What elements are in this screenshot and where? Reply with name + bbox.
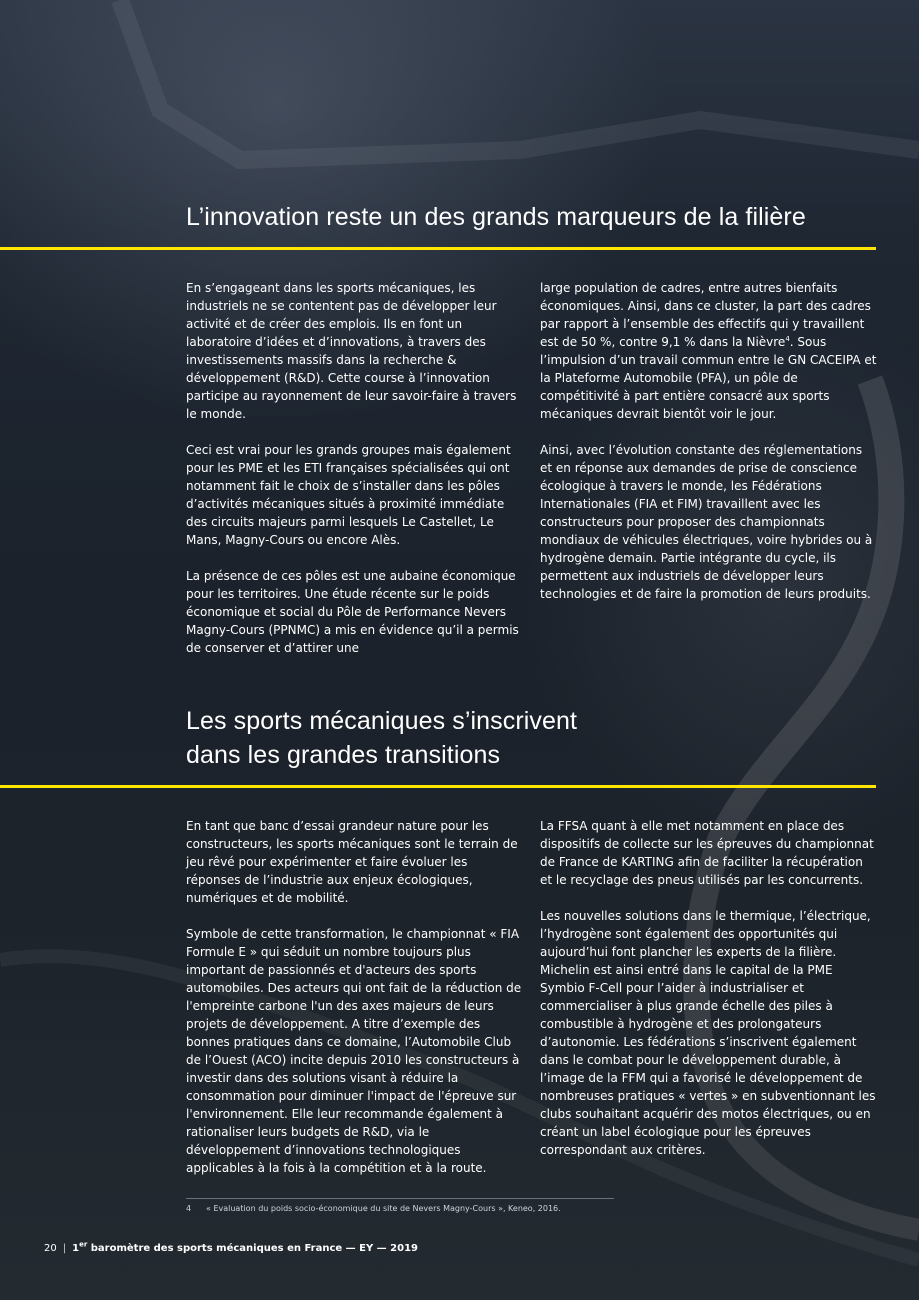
- paragraph: Symbole de cette transformation, le championnat « FIA Formule E » qui séduit un nombre toujours plus important de passionnés et d'acteurs des sports automobiles. Des acteurs qui ont fait de la réduction de l'empreinte carbone l'un des axes majeurs de leurs projets de développement. A titre d’exemple des bonnes pratiques dans ce domaine, l’Automobile Club de l’Ouest (ACO) incite depuis 2010 les constructeurs à investir dans des solutions visant à réduire la consommation pour diminuer l'impact de l'épreuve sur l'environnement. Elle leur recommande également à rationaliser leurs budgets de R&D, via le développement d’innovations technologiques applicables à la fois à la compétition et à la route.: [186, 927, 522, 1175]
- footnote-divider: [186, 1198, 614, 1199]
- paragraph: En tant que banc d’essai grandeur nature pour les constructeurs, les sports mécaniques sont le terrain de jeu rêvé pour expérimenter et faire évoluer les réponses de l’industrie aux enjeux écologiques, numériques et de mobilité.: [186, 819, 518, 905]
- section-divider: [0, 785, 876, 788]
- page-footer: [44, 1240, 418, 1254]
- paragraph: En s’engageant dans les sports mécaniques, les industriels ne se contentent pas de développer leur activité et de créer des emplois. Ils en font un laboratoire d’idées et d’innovations, à travers des investissements massifs dans la recherche & développement (R&D). Cette course à l’innovation participe au rayonnement de leur savoir-faire à travers le monde.: [186, 281, 517, 421]
- section-heading-transitions: [186, 704, 577, 772]
- paragraph: [540, 279, 878, 423]
- page-number: 20: [44, 1243, 57, 1254]
- paragraph: Ainsi, avec l’évolution constante des réglementations et en réponse aux demandes de prise de conscience écologique à travers le monde, les Fédérations Internationales (FIA et FIM) travaillent avec les constructeurs pour proposer des championnats mondiaux de véhicules électriques, voire hybrides ou à hydrogène demain. Partie intégrante du cycle, ils permettent aux industriels de développer leurs technologies et de faire la promotion de leurs produits.: [540, 443, 873, 601]
- footer-title: [72, 1240, 418, 1254]
- text-column-right: [540, 817, 878, 1159]
- paragraph-text: large population de cadres, entre autres bienfaits économiques. Ainsi, dans ce cluster, la part des cadres par rapport à l’ensemble des effectifs qui y travaillent est de 50 %, contre 9,1 % dans la Nièvre: [540, 281, 871, 349]
- paragraph: La FFSA quant à elle met notamment en place des dispositifs de collecte sur les épreuves du championnat de France de KARTING afin de faciliter la récupération et le recyclage des pneus utilisés par les concurrents.: [540, 819, 874, 887]
- footer-title-sup: er: [79, 1240, 88, 1249]
- heading-line: Les sports mécaniques s’inscrivent: [186, 707, 578, 735]
- footnote: [186, 1204, 561, 1213]
- footer-separator: |: [62, 1243, 67, 1254]
- paragraph-text: . Sous l’impulsion d’un travail commun entre le GN CACEIPA et la Plateforme Automobile (PFA), un pôle de compétitivité à part entière consacré aux sports mécaniques devrait bientôt voir le jour.: [540, 335, 877, 421]
- paragraph: La présence de ces pôles est une aubaine économique pour les territoires. Une étude récente sur le poids économique et social du Pôle de Performance Nevers Magny-Cours (PPNMC) a mis en évidence qu’il a permis de conserver et d’attirer une: [186, 569, 519, 655]
- section-divider: [0, 247, 876, 250]
- text-column-right: [540, 279, 878, 603]
- footnote-ref: 4: [785, 335, 790, 343]
- footer-title-rest: baromètre des sports mécaniques en France — EY — 2019: [87, 1243, 418, 1254]
- footnote-number: 4: [186, 1204, 192, 1213]
- text-column-left: [186, 817, 524, 1177]
- paragraph: Les nouvelles solutions dans le thermique, l’électrique, l’hydrogène sont également des opportunités qui aujourd’hui font plancher les experts de la filière. Michelin est ainsi entré dans le capital de la PME Symbio F-Cell pour l’aider à industrialiser et commercialiser à plus grande échelle des piles à combustible à hydrogène et des prolongateurs d’autonomie. Les fédérations s’inscrivent également dans le combat pour le développement durable, à l’image de la FFM qui a favorisé le développement de nombreuses pratiques « vertes » en subventionnant les clubs souhaitant acquérir des motos électriques, ou en créant un label écologique pour les épreuves correspondant aux critères.: [540, 909, 876, 1157]
- text-column-left: [186, 279, 524, 657]
- paragraph: Ceci est vrai pour les grands groupes mais également pour les PME et les ETI françaises spécialisées qui ont notamment fait le choix de s’installer dans les pôles d’activités mécaniques situés à proximité immédiate des circuits majeurs parmi lesquels Le Castellet, Le Mans, Magny-Cours ou encore Alès.: [186, 443, 511, 547]
- footnote-text: « Evaluation du poids socio-économique du site de Nevers Magny-Cours », Keneo, 2016.: [206, 1204, 561, 1213]
- heading-line: dans les grandes transitions: [186, 741, 501, 769]
- footer-title-prefix: 1: [72, 1243, 80, 1254]
- section-heading-innovation: L’innovation reste un des grands marqueurs de la filière: [186, 203, 806, 231]
